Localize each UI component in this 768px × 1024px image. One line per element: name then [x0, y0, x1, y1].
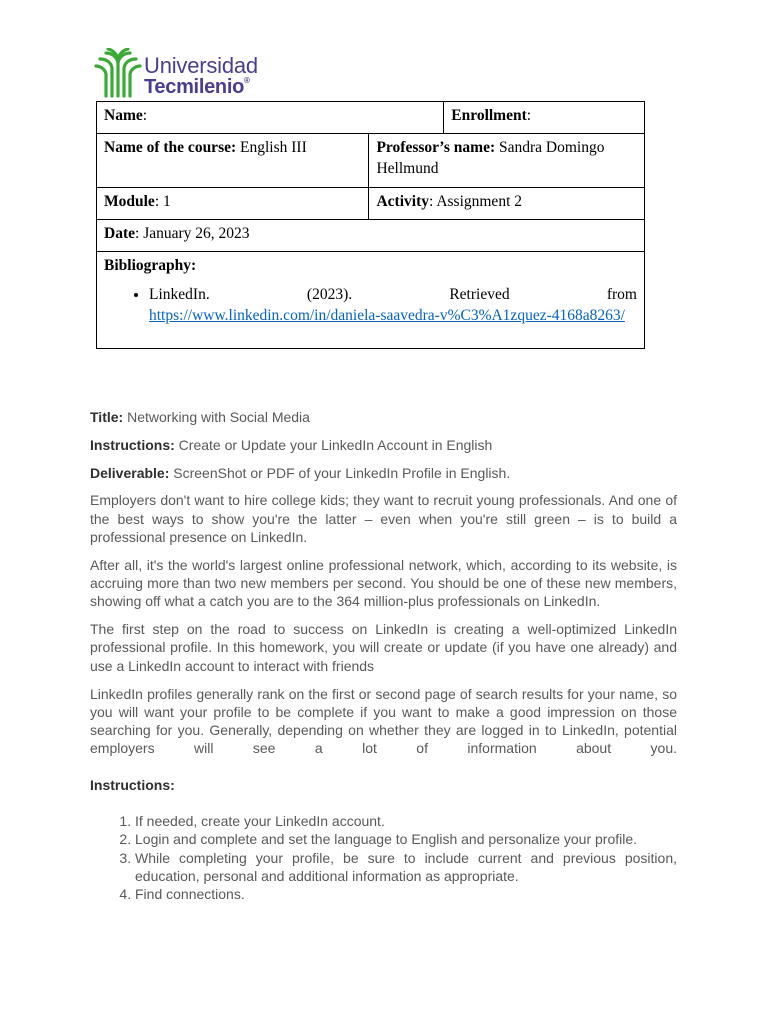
- assignment-body: [90, 408, 677, 904]
- paragraph: LinkedIn profiles generally rank on the first or second page of search results for your name, so you will want your profile to be complete if you want to make a good impression on those searching for you. Generally, depending on whether they are logged in to LinkedIn, potential employers will see a lot of information about you.: [90, 685, 677, 757]
- date-value: January 26, 2023: [143, 225, 250, 242]
- professor-value: Sandra Domingo Hellmund: [376, 139, 605, 177]
- steps-list: [90, 812, 677, 903]
- list-item: 4. Find connections.: [135, 885, 677, 903]
- university-logo: [94, 48, 294, 100]
- bibliography-entry: • LinkedIn. (2023). Retrieved from https://www.linkedin.com/in/daniela-saavedra-v%C3%A1zquez-4168a8263/: [149, 284, 637, 326]
- list-item: 2. Login and complete and set the language to English and personalize your profile.: [135, 830, 677, 848]
- activity-cell: Activity: Assignment 2: [369, 188, 645, 220]
- bibliography-link[interactable]: https://www.linkedin.com/in/daniela-saavedra-v%C3%A1zquez-4168a8263/: [149, 307, 625, 324]
- header-info-table: [96, 101, 645, 349]
- logo-line-2: Tecmilenio®: [144, 76, 250, 98]
- professor-cell: Professor’s name: Sandra Domingo Hellmund: [369, 134, 645, 188]
- bibliography-list: [104, 284, 637, 326]
- paragraph: After all, it's the world's largest online professional network, which, according to its website, is accruing more than two new members per second. You should be one of these new members, showing off what a catch you are to the 364 million-plus professionals on LinkedIn.: [90, 556, 677, 610]
- bibliography-cell: [97, 252, 645, 349]
- course-value: English III: [240, 139, 307, 156]
- title-line: Title: Networking with Social Media: [90, 409, 310, 425]
- bibliography-label: Bibliography:: [104, 257, 197, 274]
- course-cell: Name of the course: English III: [97, 134, 369, 188]
- steps-heading: Instructions:: [90, 776, 175, 793]
- paragraph: Employers don't want to hire college kids; they want to recruit young professionals. And one of the best ways to show you're the latter – even when you're still green – is to build a professional presence on LinkedIn.: [90, 492, 677, 545]
- enrollment-cell: Enrollment:: [444, 102, 645, 134]
- activity-value: Assignment 2: [436, 193, 522, 210]
- deliverable-line: Deliverable: ScreenShot or PDF of your LinkedIn Profile in English.: [90, 464, 511, 481]
- logo-line-1: Universidad: [144, 53, 258, 78]
- module-value: 1: [163, 193, 171, 210]
- date-cell: Date: January 26, 2023: [97, 220, 645, 252]
- instructions-line: Instructions: Create or Update your LinkedIn Account in English: [90, 436, 493, 453]
- paragraph: The first step on the road to success on LinkedIn is creating a well-optimized LinkedIn professional profile. In this homework, you will create or update (if you have one already) and use a LinkedIn account to interact with friends: [90, 621, 677, 674]
- list-item: 3. While completing your profile, be sure to include current and previous position, education, personal and additional information as appropriate.: [135, 849, 677, 886]
- list-item: 1. If needed, create your LinkedIn account.: [135, 812, 677, 830]
- palm-leaf-icon: [94, 48, 142, 98]
- name-cell: Name:: [97, 102, 444, 134]
- module-cell: Module: 1: [97, 188, 369, 220]
